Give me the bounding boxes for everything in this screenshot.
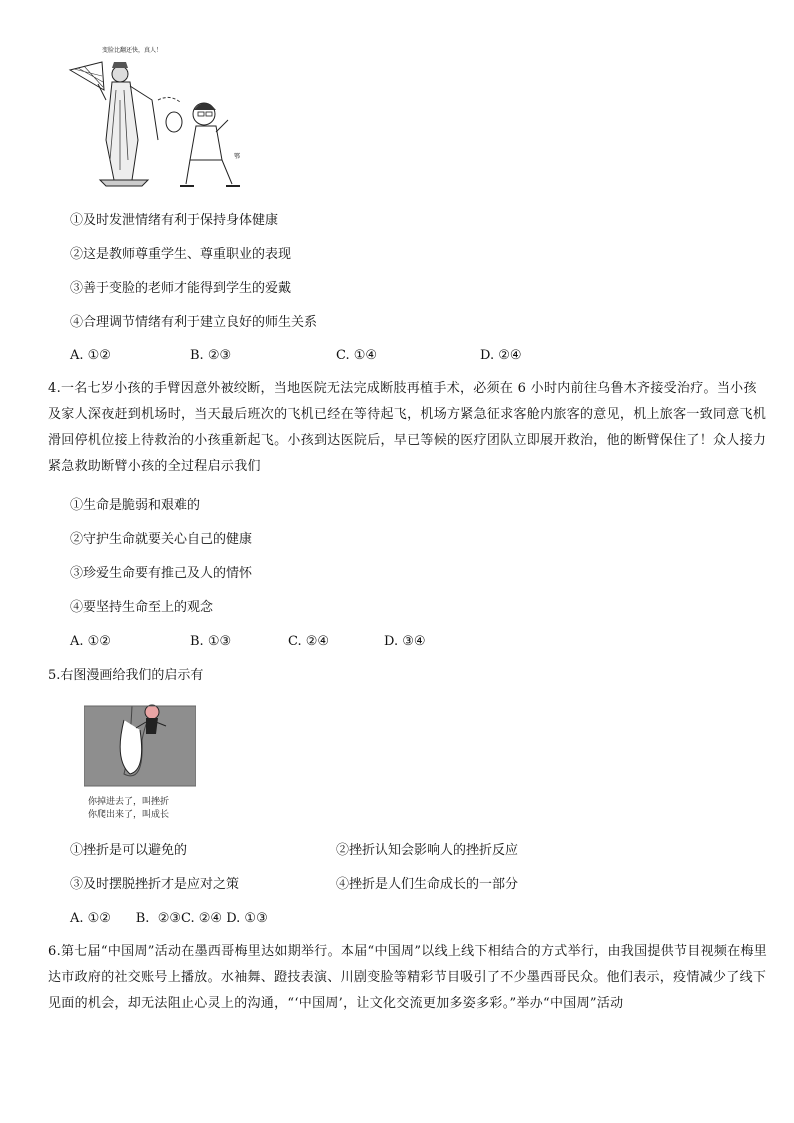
q5-statement-4: ④挫折是人们生命成长的一部分 <box>336 877 519 892</box>
q3-option-d[interactable]: D. ②④ <box>480 348 522 363</box>
cartoon-signature: 鄂 <box>234 153 241 160</box>
q4-option-a[interactable]: A. ①② <box>70 634 111 649</box>
q3-option-a[interactable]: A. ①② <box>70 348 111 363</box>
q4-statement-2: ②守护生命就要关心自己的健康 <box>70 532 253 547</box>
q4-statement-3: ③珍爱生命要有推己及人的情怀 <box>70 566 253 581</box>
q3-statement-3: ③善于变脸的老师才能得到学生的爱戴 <box>70 281 292 296</box>
q4-option-b[interactable]: B. ①③ <box>190 634 232 649</box>
setback-cartoon-drawing <box>84 700 196 822</box>
q4-statement-1: ①生命是脆弱和艰难的 <box>70 498 201 513</box>
q4-stem: 4.一名七岁小孩的手臂因意外被绞断，当地医院无法完成断肢再植手术，必须在 6 小时内前往乌鲁木齐接受治疗。当小孩及家人深夜赶到机场时，当天最后班次的飞机已经在等待起飞，机场方紧急征求客舱内旅客的意见，机上旅客一致同意飞机滑回停机位接上待救治的小孩重新起飞。小孩到达医院后，早已等候的医疗团队立即展开救治，他的断臂保住了！众人接力紧急救助断臂小孩的全过程启示我们 <box>48 381 767 474</box>
q4-option-c[interactable]: C. ②④ <box>288 634 330 649</box>
q6-stem: 6.第七届“中国周”活动在墨西哥梅里达如期举行。本届“中国周”以线上线下相结合的方式举行，由我国提供节目视频在梅里达市政府的社交账号上播放。水袖舞、蹬技表演、川剧变脸等精彩节目吸引了不少墨西哥民众。他们表示，疫情减少了线下见面的机会，却无法阻止心灵上的沟通，“‘中国周’，让文化交流更加多姿多彩。”举办“中国周”活动 <box>48 944 768 1011</box>
q5-options[interactable]: A. ①② B. ②③C. ②④ D. ①③ <box>70 911 268 926</box>
q4-statement-4: ④要坚持生命至上的观念 <box>70 600 214 615</box>
q5-statement-1: ①挫折是可以避免的 <box>70 843 188 858</box>
face-changing-cartoon <box>62 40 252 192</box>
setback-caption-1: 你掉进去了，叫挫折 <box>88 797 170 807</box>
setback-cartoon <box>84 700 196 822</box>
q3-option-c[interactable]: C. ①④ <box>336 348 378 363</box>
cartoon-speech: 变脸比翻还快，真人！ <box>102 47 163 54</box>
q5-statement-3: ③及时摆脱挫折才是应对之策 <box>70 877 240 892</box>
q3-option-b[interactable]: B. ②③ <box>190 348 232 363</box>
q5-stem: 5.右图漫画给我们的启示有 <box>48 668 204 683</box>
q3-statement-4: ④合理调节情绪有利于建立良好的师生关系 <box>70 315 318 330</box>
q4-option-d[interactable]: D. ③④ <box>384 634 426 649</box>
face-changing-cartoon-drawing <box>62 40 252 192</box>
q5-statement-2: ②挫折认知会影响人的挫折反应 <box>336 843 519 858</box>
q3-statement-1: ①及时发泄情绪有利于保持身体健康 <box>70 213 279 228</box>
q3-statement-2: ②这是教师尊重学生、尊重职业的表现 <box>70 247 292 262</box>
setback-caption-2: 你爬出来了，叫成长 <box>88 810 170 820</box>
